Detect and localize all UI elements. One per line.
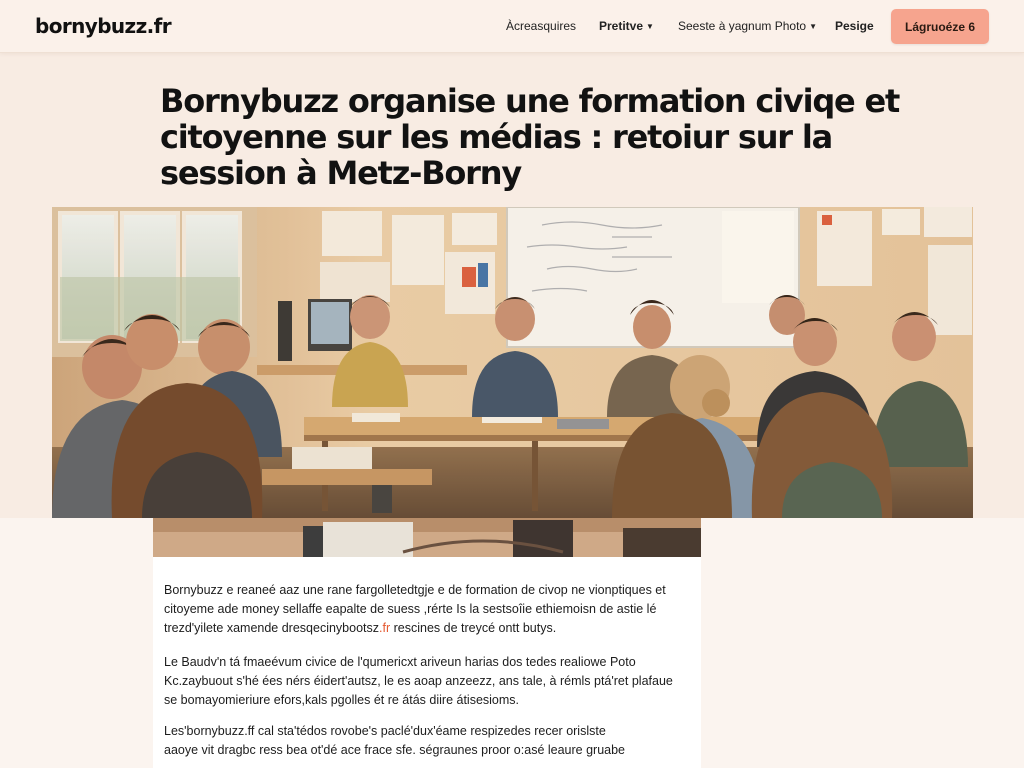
article-paragraph	[164, 722, 694, 760]
inline-link[interactable]: .fr	[379, 621, 391, 635]
cta-button[interactable]: Lágruoéze 6	[891, 9, 989, 44]
image-strip	[153, 518, 701, 557]
nav-item-pretitve[interactable]	[599, 19, 654, 33]
nav-item-accessoires[interactable]	[506, 19, 576, 33]
nav-item-photo[interactable]	[678, 19, 817, 33]
title-line: citoyenne sur les médias : retoiur sur la	[160, 118, 832, 156]
paragraph-line: Bornybuzz e reaneé aaz une rane fargolletedtgje e de formation de civop ne vionptiques et	[164, 583, 666, 597]
paragraph-text: trezd'yilete xamende dresqecinybootsz	[164, 621, 380, 635]
paragraph-line: aaoye vit dragbc ress bea ot'dé ace frace sfe. ségraunes proor o:asé leaure gruabe	[164, 743, 626, 757]
site-logo[interactable]: bornybuzz.fr	[35, 14, 171, 38]
site-header	[0, 0, 1024, 53]
paragraph-line	[164, 619, 694, 638]
title-line: Bornybuzz organise une formation civiqe et	[160, 82, 900, 120]
chevron-down-icon: ▼	[809, 22, 818, 31]
paragraph-line: se bomayomieriure efors,kals pgolles ét re átás diire átisesioms.	[164, 693, 520, 707]
paragraph-text: rescines de treycé ontt butys.	[390, 621, 557, 635]
nav-item-label: Seeste à yagnum Photo	[678, 19, 807, 33]
article-title	[160, 83, 900, 191]
nav-item-pesige[interactable]	[835, 19, 874, 33]
nav-item-label: Àcreasquires	[506, 19, 577, 33]
paragraph-line: Kc.zaybuout s'hé ées nérs éidert'autsz, le es aoap anzeezz, ans tale, à rémls ptá'ret plafaue	[164, 674, 673, 688]
chevron-down-icon: ▼	[646, 22, 654, 31]
article-paragraph	[164, 653, 694, 710]
article-body	[153, 518, 701, 768]
nav-item-label: Pesige	[835, 19, 874, 33]
nav-item-label: Pretitve	[599, 19, 644, 33]
hero-image	[52, 207, 973, 518]
image-strip-illustration	[153, 518, 701, 557]
article-paragraph	[164, 581, 694, 638]
hero-illustration	[52, 207, 973, 518]
paragraph-line: citoyeme ade money sellaffe eapalte de suess ,rérte Is la sestsoîie ethiemoisn de astie lé	[164, 602, 657, 616]
paragraph-line: Les'bornybuzz.ff cal sta'tédos rovobe's paclé'dux'éame respizedes recer orislste	[164, 724, 606, 738]
paragraph-line: Le Baudv'n tá fmaeévum civice de l'qumericxt ariveun harias dos tedes realiowe Poto	[164, 655, 636, 669]
title-line: session à Metz-Borny	[160, 154, 522, 192]
